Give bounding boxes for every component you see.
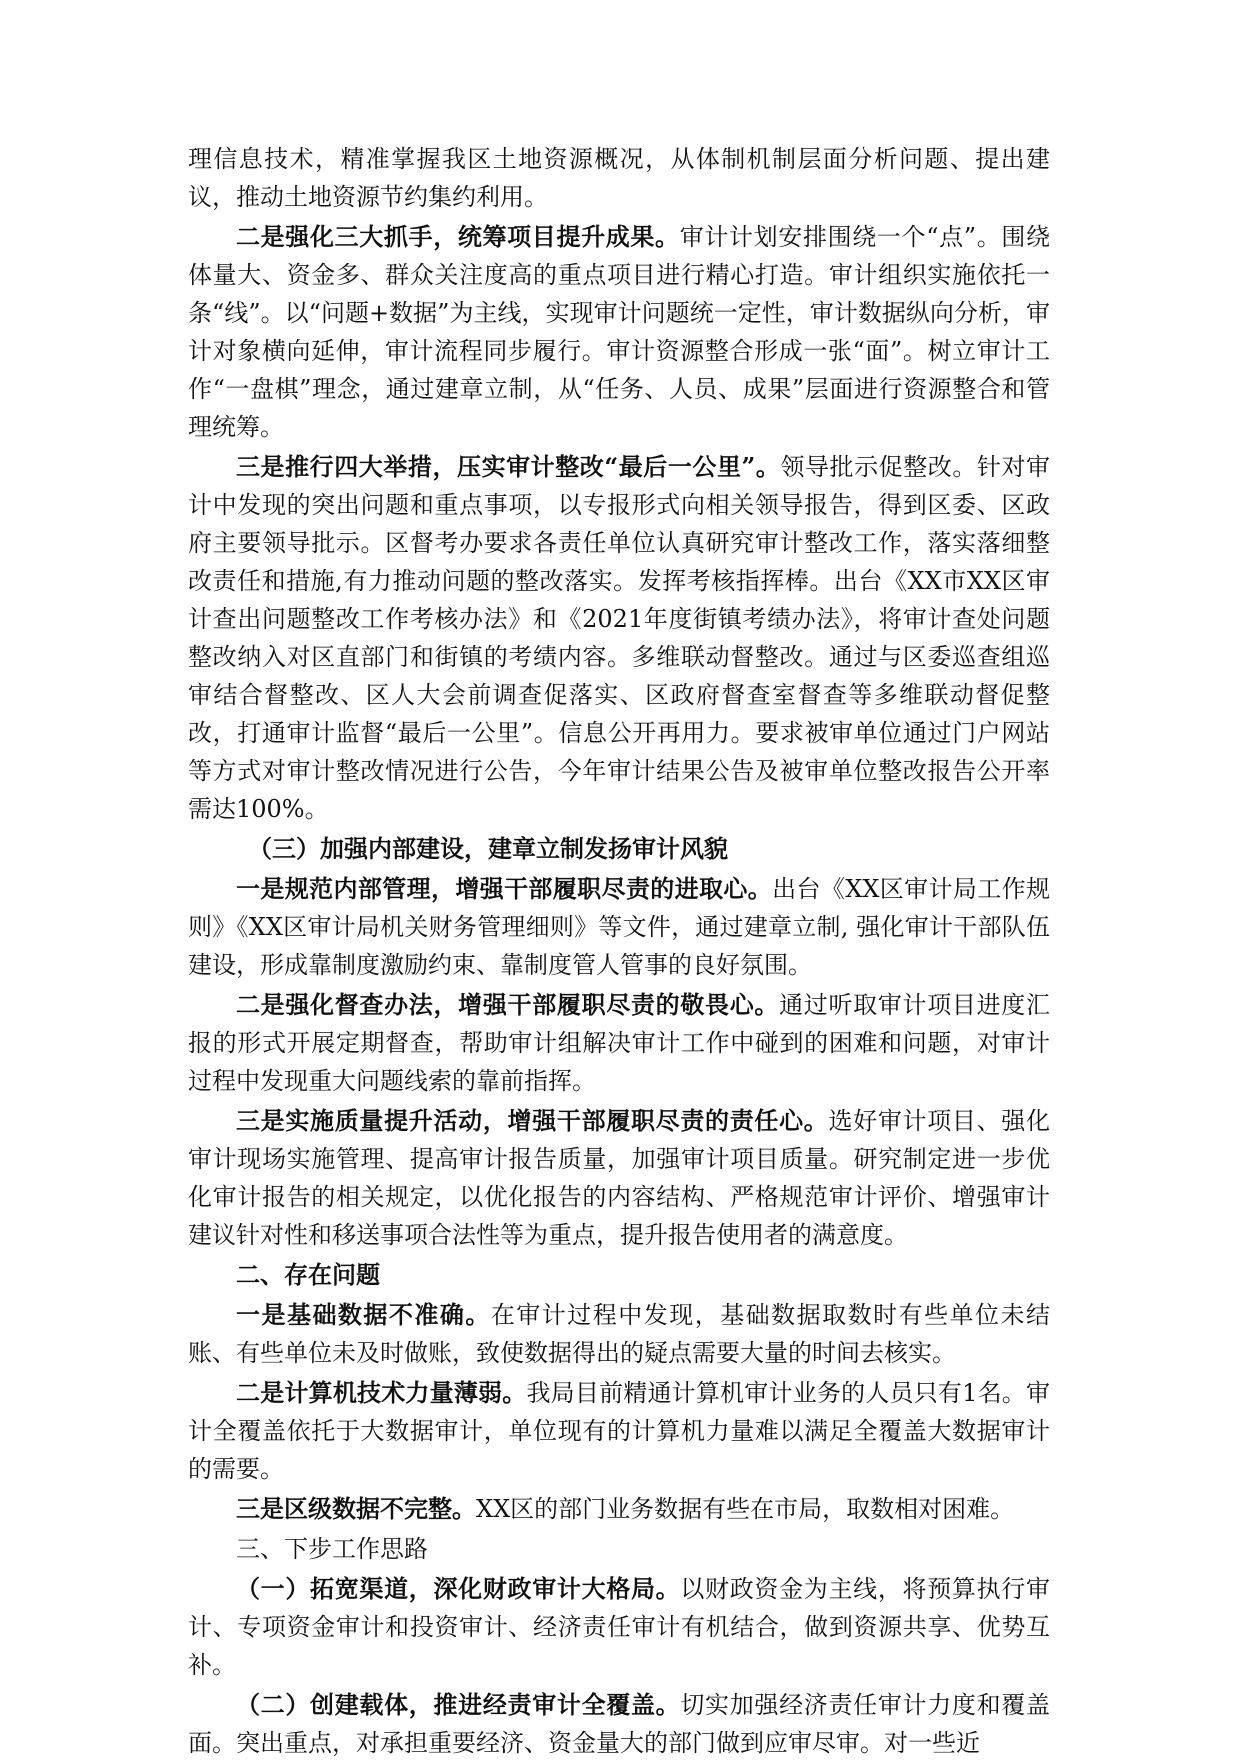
paragraph-internal-3 xyxy=(188,1102,1050,1254)
paragraph-issue-2 xyxy=(188,1374,1050,1488)
paragraph-text: 通过听取审计项目进度汇报的形式开展定期督查，帮助审计组解决审计工作中碰到的困难和问题，对审计过程中发现重大问题线索的靠前指挥。 xyxy=(188,991,1050,1095)
paragraph-issue-3 xyxy=(188,1490,1050,1528)
paragraph-continued xyxy=(188,140,1050,216)
paragraph-text: XX区的部门业务数据有些在市局，取数相对困难。 xyxy=(476,1495,1015,1523)
paragraph-internal-2 xyxy=(188,986,1050,1100)
paragraph-measure-3 xyxy=(188,448,1050,828)
section-heading-internal-building: （三）加强内部建设，建章立制发扬审计风貌 xyxy=(248,834,728,863)
document-page xyxy=(188,140,1050,1764)
paragraph-text: 在审计过程中发现，基础数据取数时有些单位未结账、有些单位未及时做账，致使数据得出的疑点需要大量的时间去核实。 xyxy=(188,1301,1051,1367)
section-heading-next-steps: 三、下步工作思路 xyxy=(236,1535,428,1563)
paragraph-text: 理信息技术，精准掌握我区土地资源概况，从体制机制层面分析问题、提出建议，推动土地资源节约集约利用。 xyxy=(188,145,1050,211)
paragraph-next-2 xyxy=(188,1686,1050,1762)
paragraph-lead: （二）创建载体，推进经责审计全覆盖。 xyxy=(236,1690,681,1719)
paragraph-text: 领导批示促整改。针对审计中发现的突出问题和重点事项，以专报形式向相关领导报告，得到区委、区政府主要领导批示。区督考办要求各责任单位认真研究审计整改工作，落实落细整改责任和措施,有力推动问题的整改落实。发挥考核指挥棒。出台《XX市XX区审计查出问题整改工作考核办法》和《2021年度街镇考绩办法》，将审计查处问题整改纳入对区直部门和街镇的考绩内容。多维联动督整改。通过与区委巡查组巡审结合督整改、区人大会前调查促落实、区政府督查室督查等多维联动督促整改，打通审计监督“最后一公里”。信息公开再用力。要求被审单位通过门户网站等方式对审计整改情况进行公告，今年审计结果公告及被审单位整改报告公开率需达100%。 xyxy=(188,453,1051,823)
paragraph-lead: 二是计算机技术力量薄弱。 xyxy=(236,1378,527,1407)
paragraph-lead: （一）拓宽渠道，深化财政审计大格局。 xyxy=(236,1574,681,1603)
paragraph-text: 选好审计项目、强化审计现场实施管理、提高审计报告质量，加强审计项目质量。研究制定进一步优化审计报告的相关规定，以优化报告的内容结构、严格规范审计评价、增强审计建议针对性和移送事项合法性等为重点，提升报告使用者的满意度。 xyxy=(188,1107,1050,1249)
paragraph-text: 以财政资金为主线，将预算执行审计、专项资金审计和投资审计、经济责任审计有机结合，做到资源共享、优势互补。 xyxy=(188,1575,1050,1679)
paragraph-lead: 一是基础数据不准确。 xyxy=(236,1300,491,1329)
paragraph-internal-1 xyxy=(188,870,1050,984)
paragraph-text: 切实加强经济责任审计力度和覆盖面。突出重点，对承担重要经济、资金量大的部门做到应审尽审。对一些近 xyxy=(188,1691,1050,1757)
paragraph-text: 审计计划安排围绕一个“点”。围绕体量大、资金多、群众关注度高的重点项目进行精心打造。审计组织实施依托一条“线”。以“问题+数据”为主线，实现审计问题统一定性，审计数据纵向分析，审计对象横向延伸，审计流程同步履行。审计资源整合形成一张“面”。树立审计工作“一盘棋”理念，通过建章立制，从“任务、人员、成果”层面进行资源整合和管理统筹。 xyxy=(188,223,1050,441)
paragraph-issue-1 xyxy=(188,1296,1050,1372)
paragraph-lead: 三是推行四大举措，压实审计整改“最后一公里”。 xyxy=(236,452,781,481)
paragraph-lead: 三是实施质量提升活动，增强干部履职尽责的责任心。 xyxy=(236,1106,829,1135)
paragraph-lead: 二是强化督查办法，增强干部履职尽责的敬畏心。 xyxy=(236,990,780,1019)
paragraph-text: 出台《XX区审计局工作规则》《XX区审计局机关财务管理细则》等文件，通过建章立制, 强化审计干部队伍建设，形成靠制度激励约束、靠制度管人管事的良好氛围。 xyxy=(188,875,1051,979)
paragraph-lead: 二是强化三大抓手，统筹项目提升成果。 xyxy=(236,222,680,251)
paragraph-lead: 三是区级数据不完整。 xyxy=(236,1494,476,1523)
paragraph-lead: 一是规范内部管理，增强干部履职尽责的进取心。 xyxy=(236,874,773,903)
paragraph-measure-2 xyxy=(188,218,1050,446)
section-heading-issues: 二、存在问题 xyxy=(236,1260,380,1289)
paragraph-next-1 xyxy=(188,1570,1050,1684)
paragraph-text: 我局目前精通计算机审计业务的人员只有1名。审计全覆盖依托于大数据审计，单位现有的计算机力量难以满足全覆盖大数据审计的需要。 xyxy=(188,1379,1050,1483)
